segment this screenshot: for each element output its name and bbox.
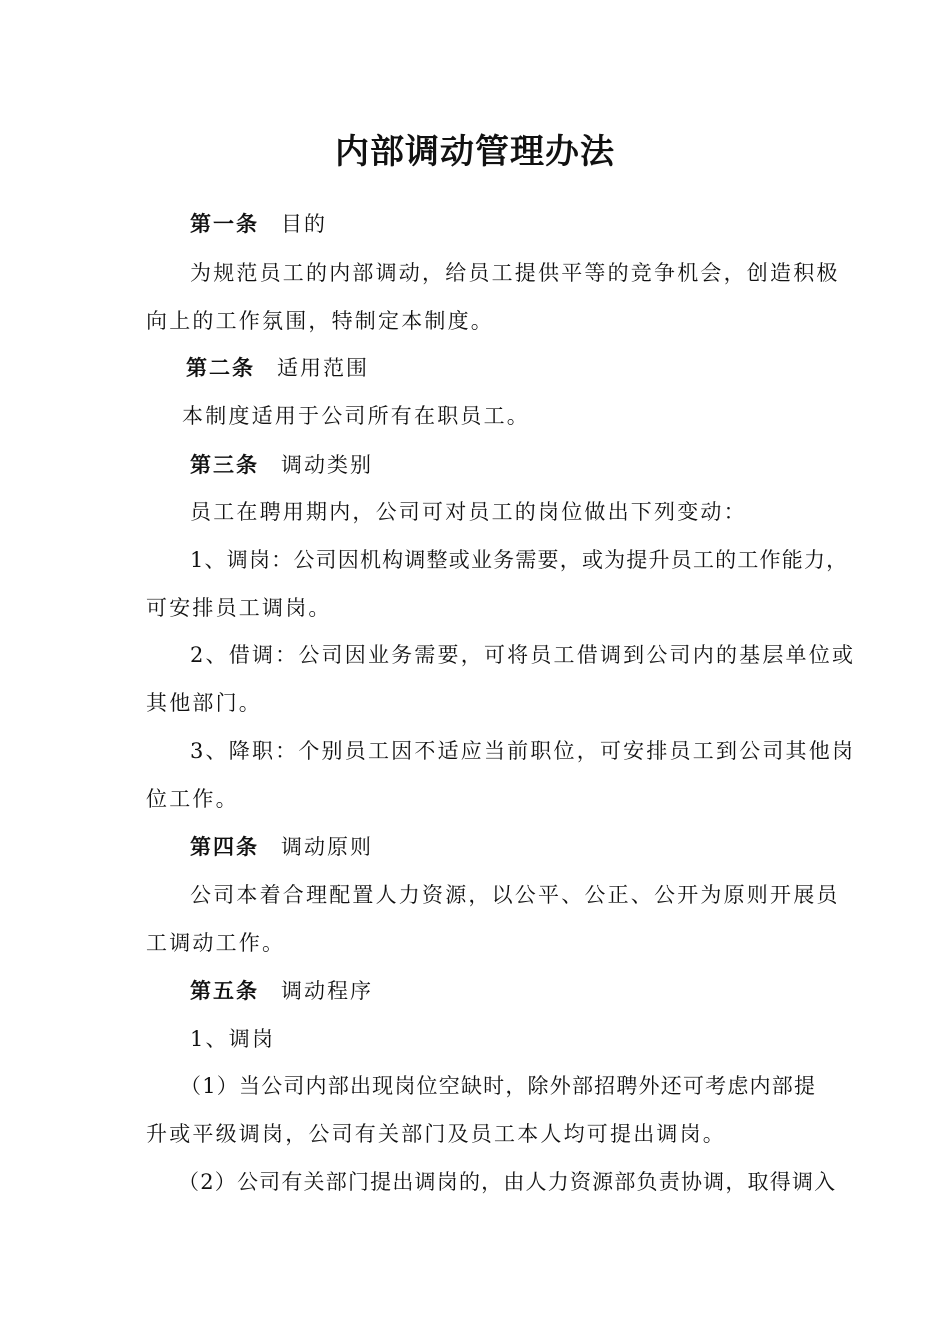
paragraph-line: 本制度适用于公司所有在职员工。: [182, 404, 530, 428]
article-title: 调动程序: [281, 979, 373, 1003]
paragraph-line: 工调动工作。: [146, 931, 286, 955]
article-heading: [190, 209, 327, 239]
article-heading: [190, 832, 373, 862]
paragraph-line: 为规范员工的内部调动，给员工提供平等的竞争机会，创造积极: [190, 261, 840, 285]
article-heading: [190, 976, 373, 1006]
article-title: 调动原则: [281, 835, 373, 859]
paragraph-line: 可安排员工调岗。: [146, 596, 332, 620]
article-number: 第三条: [190, 452, 259, 477]
paragraph-line: 向上的工作氛围，特制定本制度。: [146, 309, 494, 333]
paragraph-line: 其他部门。: [146, 691, 262, 715]
paragraph-line: （1）当公司内部出现岗位空缺时，除外部招聘外还可考虑内部提: [180, 1074, 817, 1098]
article-number: 第五条: [190, 978, 259, 1003]
paragraph-line: 公司本着合理配置人力资源，以公平、公正、公开为原则开展员: [190, 883, 840, 907]
paragraph-line: 2、借调：公司因业务需要，可将员工借调到公司内的基层单位或: [190, 643, 856, 667]
article-heading: [186, 353, 369, 383]
article-title: 调动类别: [281, 453, 373, 477]
document-title: 内部调动管理办法: [335, 132, 615, 172]
paragraph-line: 位工作。: [146, 787, 239, 811]
article-number: 第四条: [190, 834, 259, 859]
paragraph-line: （2）公司有关部门提出调岗的，由人力资源部负责协调，取得调入: [178, 1170, 837, 1194]
paragraph-line: 3、降职：个别员工因不适应当前职位，可安排员工到公司其他岗: [190, 739, 856, 763]
article-title: 目的: [281, 212, 327, 236]
article-title: 适用范围: [277, 356, 369, 380]
article-number: 第一条: [190, 211, 259, 236]
paragraph-line: 升或平级调岗，公司有关部门及员工本人均可提出调岗。: [146, 1122, 726, 1146]
article-heading: [190, 450, 373, 480]
article-number: 第二条: [186, 355, 255, 380]
paragraph-line: 员工在聘用期内，公司可对员工的岗位做出下列变动：: [190, 500, 747, 524]
paragraph-line: 1、调岗：公司因机构调整或业务需要，或为提升员工的工作能力，: [190, 548, 849, 572]
paragraph-line: 1、调岗: [190, 1027, 276, 1051]
